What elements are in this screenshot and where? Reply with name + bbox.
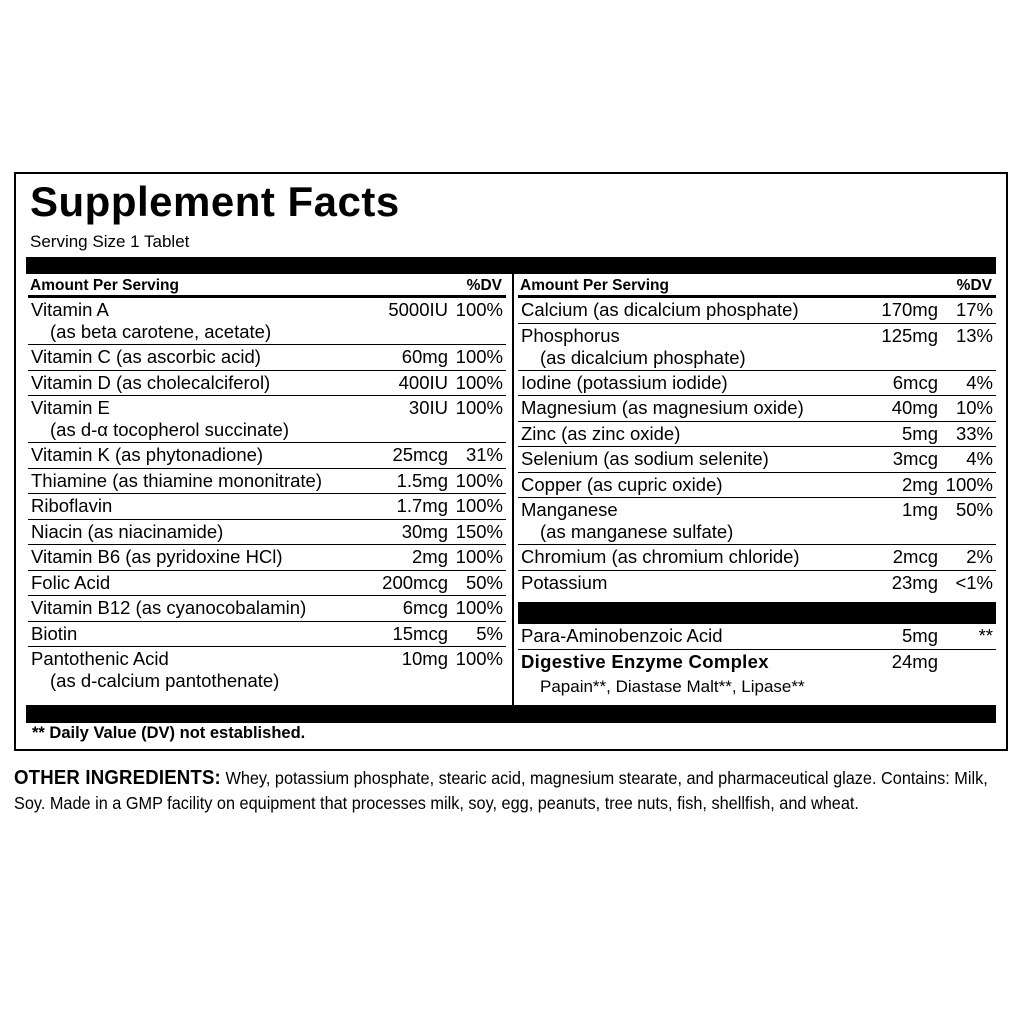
supplement-facts-panel (14, 172, 1008, 751)
nutrient-row (518, 396, 996, 422)
nutrient-amount: 200mcg (382, 571, 448, 593)
nutrient-name: Calcium (as dicalcium phosphate) (521, 299, 799, 320)
nutrient-daily-value: 100% (455, 546, 503, 567)
nutrient-name: Manganese (521, 499, 618, 520)
nutrient-name: Pantothenic Acid (31, 648, 169, 669)
nutrient-daily-value: 50% (465, 571, 503, 593)
nutrient-name: Zinc (as zinc oxide) (521, 422, 681, 444)
nutrient-source: (as manganese sulfate) (540, 521, 734, 542)
nutrient-amount: 125mg (881, 324, 938, 346)
nutrient-name: Chromium (as chromium chloride) (521, 546, 800, 567)
nutrient-daily-value: 13% (955, 324, 993, 346)
nutrient-daily-value: ** (978, 625, 993, 646)
nutrient-name: Vitamin B12 (as cyanocobalamin) (31, 597, 307, 618)
nutrient-row (28, 396, 506, 443)
nutrient-row (518, 571, 996, 597)
bottom-thick-divider (26, 705, 996, 723)
nutrient-name: Riboflavin (31, 495, 113, 516)
nutrient-row (518, 650, 996, 702)
nutrient-name: Digestive Enzyme Complex (521, 650, 769, 672)
nutrient-row (28, 545, 506, 571)
nutrient-daily-value: 100% (455, 346, 503, 367)
nutrient-row (28, 647, 506, 694)
nutrient-daily-value: 31% (465, 444, 503, 465)
nutrient-name: Magnesium (as magnesium oxide) (521, 397, 804, 418)
nutrient-daily-value: 100% (455, 299, 503, 320)
nutrient-row (518, 498, 996, 545)
nutrient-name: Copper (as cupric oxide) (521, 473, 723, 495)
nutrient-daily-value: 17% (955, 299, 993, 320)
nutrient-daily-value: 100% (455, 648, 503, 669)
other-ingredients-text: Whey, potassium phosphate, stearic acid, magnesium stearate, and pharmaceutical glaze. Contains: Milk, Soy. Made in a GMP facility on equipment that processes milk, soy, egg, peanuts, tree nuts, fish, shellfish, and wheat. (14, 768, 988, 813)
left-header-label: Amount Per Serving (30, 277, 179, 294)
nutrient-row (518, 298, 996, 324)
nutrient-name: Phosphorus (521, 324, 620, 346)
nutrient-amount: 1.5mg (396, 469, 448, 491)
nutrient-amount: 5mg (902, 625, 938, 646)
nutrient-name: Potassium (521, 571, 608, 593)
nutrient-amount: 5mg (902, 422, 938, 444)
nutrient-row (518, 447, 996, 473)
nutrient-daily-value: 100% (455, 397, 503, 418)
nutrient-name: Niacin (as niacinamide) (31, 520, 224, 542)
nutrient-daily-value: 100% (455, 371, 503, 393)
serving-size: Serving Size 1 Tablet (30, 232, 190, 251)
nutrient-row (28, 571, 506, 597)
nutrient-daily-value: 4% (966, 448, 993, 469)
nutrient-amount: 5000IU (388, 299, 448, 320)
right-column-header (518, 274, 996, 298)
nutrient-daily-value: 100% (455, 597, 503, 618)
nutrient-daily-value: 100% (945, 473, 993, 495)
nutrient-row (518, 371, 996, 397)
nutrient-source: (as beta carotene, acetate) (50, 321, 272, 342)
left-header-dv: %DV (466, 277, 502, 294)
right-nutrient-column (518, 274, 996, 702)
nutrient-amount: 170mg (881, 299, 938, 320)
nutrient-name: Biotin (31, 622, 78, 644)
nutrient-amount: 3mcg (892, 448, 938, 469)
nutrient-name: Vitamin A (31, 299, 109, 320)
nutrient-daily-value: 2% (966, 546, 993, 567)
nutrient-amount: 10mg (401, 648, 448, 669)
panel-title: Supplement Facts (30, 178, 400, 225)
right-mid-thick-divider (518, 602, 996, 624)
nutrient-amount: 2mg (412, 546, 448, 567)
nutrient-row (518, 422, 996, 448)
other-ingredients-label: OTHER INGREDIENTS: (14, 767, 221, 789)
nutrient-amount: 400IU (398, 371, 448, 393)
nutrient-daily-value: 4% (966, 371, 993, 393)
right-header-label: Amount Per Serving (520, 277, 669, 294)
nutrient-row (28, 298, 506, 345)
nutrient-name: Vitamin C (as ascorbic acid) (31, 346, 261, 367)
daily-value-footnote: ** Daily Value (DV) not established. (32, 724, 306, 742)
nutrient-name: Vitamin K (as phytonadione) (31, 444, 264, 465)
nutrient-amount: 30IU (408, 397, 448, 418)
nutrient-row (28, 443, 506, 469)
nutrient-row (28, 596, 506, 622)
nutrient-daily-value: 33% (955, 422, 993, 444)
nutrient-amount: 24mg (891, 650, 938, 672)
nutrient-daily-value: 50% (955, 499, 993, 520)
nutrient-row (28, 371, 506, 397)
nutrient-amount: 40mg (891, 397, 938, 418)
other-ingredients (14, 766, 1009, 816)
nutrient-row (518, 473, 996, 499)
nutrient-amount: 1.7mg (396, 495, 448, 516)
nutrient-daily-value: <1% (955, 571, 993, 593)
nutrient-row (518, 545, 996, 571)
nutrient-source: (as d-α tocopherol succinate) (50, 419, 289, 440)
nutrient-amount: 60mg (401, 346, 448, 367)
nutrient-daily-value: 100% (455, 495, 503, 516)
nutrient-row (518, 624, 996, 650)
nutrient-daily-value: 5% (476, 622, 503, 644)
column-divider (512, 274, 514, 706)
nutrient-source: (as d-calcium pantothenate) (50, 670, 280, 691)
nutrient-name: Thiamine (as thiamine mononitrate) (31, 469, 322, 491)
nutrient-name: Vitamin D (as cholecalciferol) (31, 371, 271, 393)
nutrient-amount: 15mcg (392, 622, 448, 644)
nutrient-amount: 25mcg (392, 444, 448, 465)
nutrient-daily-value: 10% (955, 397, 993, 418)
nutrient-name: Vitamin B6 (as pyridoxine HCl) (31, 546, 283, 567)
nutrient-row (28, 520, 506, 546)
nutrient-row (28, 622, 506, 648)
nutrient-amount: 6mcg (892, 371, 938, 393)
nutrient-name: Vitamin E (31, 397, 110, 418)
nutrient-row (28, 345, 506, 371)
nutrient-daily-value: 150% (455, 520, 503, 542)
nutrient-source: (as dicalcium phosphate) (540, 346, 746, 368)
nutrient-name: Para-Aminobenzoic Acid (521, 625, 723, 646)
nutrient-amount: 30mg (401, 520, 448, 542)
nutrient-row (28, 494, 506, 520)
nutrient-daily-value: 100% (455, 469, 503, 491)
nutrient-amount: 6mcg (402, 597, 448, 618)
nutrient-name: Selenium (as sodium selenite) (521, 448, 769, 469)
nutrient-name: Iodine (potassium iodide) (521, 371, 728, 393)
nutrient-row (28, 469, 506, 495)
right-header-dv: %DV (956, 277, 992, 294)
nutrient-amount: 1mg (902, 499, 938, 520)
top-thick-divider (26, 257, 996, 274)
nutrient-amount: 2mcg (892, 546, 938, 567)
nutrient-amount: 2mg (902, 473, 938, 495)
nutrient-source: Papain**, Diastase Malt**, Lipase** (540, 676, 805, 696)
nutrient-name: Folic Acid (31, 571, 111, 593)
left-column-header (28, 274, 506, 298)
left-nutrient-column (28, 274, 506, 694)
nutrient-row (518, 324, 996, 371)
nutrient-amount: 23mg (891, 571, 938, 593)
